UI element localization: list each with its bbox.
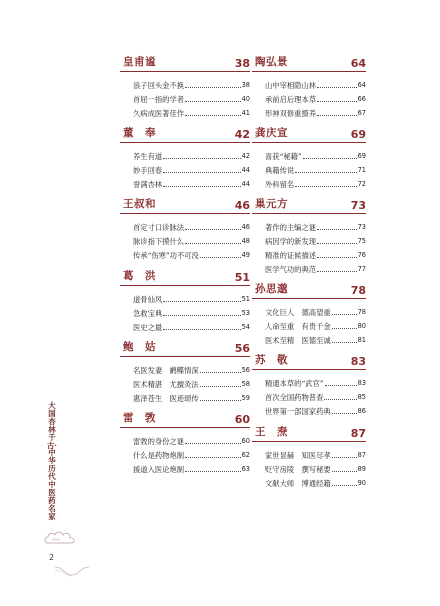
- toc-section: [252, 352, 366, 417]
- entry-page: 66: [357, 95, 366, 103]
- section-items: [133, 433, 250, 475]
- section-header: [120, 410, 250, 428]
- section-header: [252, 54, 366, 72]
- toc-right-column: [252, 54, 366, 489]
- entry-title: 世界第一部国家药典: [265, 407, 331, 416]
- leader-dots: [185, 443, 241, 444]
- leader-dots: [163, 315, 240, 316]
- toc-entry[interactable]: [133, 433, 250, 447]
- toc-entry[interactable]: [265, 461, 366, 475]
- entry-page: 38: [241, 81, 250, 89]
- entry-title: 人命至重 有贵千金: [265, 322, 331, 331]
- entry-title: 传承“伤寒”功不可没: [133, 251, 199, 260]
- leader-dots: [317, 243, 357, 244]
- section-name: 王 焘: [255, 426, 288, 438]
- section-items: [133, 148, 250, 190]
- toc-entry[interactable]: [133, 91, 250, 105]
- leader-dots: [185, 87, 241, 88]
- leader-dots: [185, 457, 241, 458]
- entry-title: 急救宝典: [133, 309, 163, 318]
- entry-page: 58: [241, 380, 250, 388]
- toc-section: [120, 54, 250, 119]
- toc-entry[interactable]: [265, 233, 366, 247]
- section-header: [252, 352, 366, 370]
- entry-page: 63: [241, 465, 250, 473]
- entry-title: 首屈一指的学者: [133, 95, 185, 104]
- toc-entry[interactable]: [265, 475, 366, 489]
- entry-title: 承前启后理本草: [265, 95, 317, 104]
- toc-entry[interactable]: [133, 447, 250, 461]
- section-page: 46: [234, 199, 250, 212]
- toc-entry[interactable]: [133, 233, 250, 247]
- leader-dots: [317, 257, 357, 258]
- section-name: 皇甫谧: [123, 56, 156, 68]
- toc-entry[interactable]: [133, 148, 250, 162]
- toc-entry[interactable]: [133, 77, 250, 91]
- leader-dots: [317, 101, 357, 102]
- section-page: 51: [234, 271, 250, 284]
- section-page: 56: [234, 342, 250, 355]
- entry-title: 首次全国药物普查: [265, 393, 324, 402]
- entry-page: 78: [357, 308, 366, 316]
- leader-dots: [332, 413, 357, 414]
- section-header: [252, 424, 366, 442]
- section-items: [133, 362, 250, 404]
- toc-entry[interactable]: [133, 319, 250, 333]
- section-header: [120, 125, 250, 143]
- section-name: 雷 敩: [123, 412, 156, 424]
- toc-entry[interactable]: [265, 318, 366, 332]
- entry-title: 雷敩的身份之谜: [133, 437, 185, 446]
- leader-dots: [332, 485, 357, 486]
- section-page: 60: [234, 413, 250, 426]
- entry-page: 41: [241, 109, 250, 117]
- toc-entry[interactable]: [133, 176, 250, 190]
- entry-page: 85: [357, 393, 366, 401]
- toc-entry[interactable]: [265, 91, 366, 105]
- section-header: [120, 196, 250, 214]
- leader-dots: [163, 158, 240, 159]
- leader-dots: [303, 158, 357, 159]
- section-name: 董 奉: [123, 127, 156, 139]
- entry-page: 53: [241, 309, 250, 317]
- entry-title: 脉诊指下摸什么: [133, 237, 185, 246]
- spine-title: 大国杏林千古·中华历代中医药名家: [47, 401, 57, 521]
- section-items: [265, 304, 366, 346]
- section-header: [252, 281, 366, 299]
- section-header: [252, 196, 366, 214]
- leader-dots: [295, 186, 356, 187]
- section-header: [120, 54, 250, 72]
- entry-page: 83: [357, 379, 366, 387]
- toc-entry[interactable]: [133, 376, 250, 390]
- page-number: 2: [49, 553, 55, 562]
- section-header: [120, 339, 250, 357]
- section-page: 42: [234, 128, 250, 141]
- entry-title: 首定寸口诊脉法: [133, 223, 185, 232]
- entry-title: 喜获“秘籍”: [265, 152, 302, 161]
- section-header: [120, 268, 250, 286]
- entry-page: 60: [241, 437, 250, 445]
- section-name: 鲍 姑: [123, 341, 156, 353]
- entry-page: 75: [357, 237, 366, 245]
- entry-title: 援道入医论炮制: [133, 465, 185, 474]
- entry-page: 48: [241, 237, 250, 245]
- leader-dots: [332, 457, 357, 458]
- toc-section: [252, 54, 366, 119]
- entry-page: 72: [357, 180, 366, 188]
- cloud-ornament-icon: [43, 527, 83, 549]
- toc-section: [252, 196, 366, 275]
- toc-entry[interactable]: [265, 447, 366, 461]
- entry-page: 86: [357, 407, 366, 415]
- section-items: [265, 375, 366, 417]
- section-items: [265, 77, 366, 119]
- entry-title: 精准的证候描述: [265, 251, 317, 260]
- entry-page: 44: [241, 180, 250, 188]
- entry-page: 46: [241, 223, 250, 231]
- entry-title: 妙手回春: [133, 166, 163, 175]
- section-page: 69: [350, 128, 366, 141]
- section-page: 64: [350, 57, 366, 70]
- section-name: 孙思邈: [255, 283, 288, 295]
- entry-page: 76: [357, 251, 366, 259]
- toc-section: [252, 125, 366, 190]
- section-items: [265, 447, 366, 489]
- entry-title: 外科留名: [265, 180, 295, 189]
- entry-title: 山中宰相隐山林: [265, 81, 317, 90]
- leader-dots: [332, 471, 357, 472]
- leader-dots: [185, 471, 241, 472]
- leader-dots: [317, 229, 357, 230]
- section-name: 葛 洪: [123, 270, 156, 282]
- toc-section: [120, 410, 250, 475]
- entry-page: 49: [241, 251, 250, 259]
- toc-entry[interactable]: [133, 461, 250, 475]
- entry-title: 医学气功的典范: [265, 265, 317, 274]
- toc-entry[interactable]: [265, 247, 366, 261]
- leader-dots: [185, 243, 241, 244]
- entry-page: 51: [241, 295, 250, 303]
- toc-entry[interactable]: [265, 261, 366, 275]
- entry-page: 64: [357, 81, 366, 89]
- entry-page: 67: [357, 109, 366, 117]
- entry-title: 久病成医著佳作: [133, 109, 185, 118]
- leader-dots: [200, 257, 241, 258]
- entry-page: 59: [241, 394, 250, 402]
- entry-title: 家世显赫 知医尽孝: [265, 451, 331, 460]
- entry-title: 文献大师 博通经籍: [265, 479, 331, 488]
- section-page: 87: [350, 427, 366, 440]
- toc-entry[interactable]: [133, 362, 250, 376]
- entry-title: 名医发妻 鹣鲽情深: [133, 366, 199, 375]
- toc-entry[interactable]: [265, 304, 366, 318]
- entry-title: 养生有道: [133, 152, 163, 161]
- entry-title: 典籍传说: [265, 166, 295, 175]
- entry-title: 什么是药物炮制: [133, 451, 185, 460]
- entry-page: 73: [357, 223, 366, 231]
- toc-entry[interactable]: [133, 105, 250, 119]
- section-page: 73: [350, 199, 366, 212]
- section-page: 78: [350, 284, 366, 297]
- entry-title: 贬守房陵 撰写秘要: [265, 465, 331, 474]
- leader-dots: [325, 385, 357, 386]
- entry-title: 浪子回头金不换: [133, 81, 185, 90]
- toc-left-column: [120, 54, 250, 475]
- section-items: [265, 219, 366, 275]
- entry-title: 惠泽苍生 医迹颂传: [133, 394, 199, 403]
- section-items: [133, 77, 250, 119]
- leader-dots: [163, 186, 240, 187]
- section-page: 38: [234, 57, 250, 70]
- entry-title: 医史之最: [133, 323, 163, 332]
- leader-dots: [200, 386, 241, 387]
- toc-entry[interactable]: [133, 219, 250, 233]
- leader-dots: [200, 400, 241, 401]
- section-name: 巢元方: [255, 198, 288, 210]
- section-items: [133, 219, 250, 261]
- toc-section: [120, 125, 250, 190]
- entry-page: 81: [357, 336, 366, 344]
- toc-entry[interactable]: [265, 403, 366, 417]
- entry-page: 89: [357, 465, 366, 473]
- section-page: 83: [350, 355, 366, 368]
- leader-dots: [163, 172, 240, 173]
- entry-page: 90: [357, 479, 366, 487]
- entry-page: 54: [241, 323, 250, 331]
- leader-dots: [185, 101, 241, 102]
- leader-dots: [295, 172, 356, 173]
- entry-page: 80: [357, 322, 366, 330]
- entry-title: 著作的主编之谜: [265, 223, 317, 232]
- toc-entry[interactable]: [265, 375, 366, 389]
- toc-entry[interactable]: [265, 219, 366, 233]
- leader-dots: [317, 87, 357, 88]
- toc-section: [252, 281, 366, 346]
- section-items: [265, 148, 366, 190]
- entry-page: 62: [241, 451, 250, 459]
- section-name: 苏 敬: [255, 354, 288, 366]
- section-name: 龚庆宣: [255, 127, 288, 139]
- toc-entry[interactable]: [265, 332, 366, 346]
- leader-dots: [332, 314, 357, 315]
- section-name: 陶弘景: [255, 56, 288, 68]
- toc-section: [252, 424, 366, 489]
- entry-title: 医术至精 医德至诚: [265, 336, 331, 345]
- toc-entry[interactable]: [133, 305, 250, 319]
- leader-dots: [317, 115, 357, 116]
- section-name: 王叔和: [123, 198, 156, 210]
- entry-page: 71: [357, 166, 366, 174]
- toc-section: [120, 339, 250, 404]
- toc-entry[interactable]: [265, 176, 366, 190]
- entry-page: 40: [241, 95, 250, 103]
- toc-entry[interactable]: [133, 247, 250, 261]
- entry-title: 文化巨人 德高望重: [265, 308, 331, 317]
- leader-dots: [163, 329, 240, 330]
- toc-entry[interactable]: [265, 105, 366, 119]
- section-items: [133, 291, 250, 333]
- toc-entry[interactable]: [133, 390, 250, 404]
- leader-dots: [324, 399, 356, 400]
- toc-section: [120, 268, 250, 333]
- toc-entry[interactable]: [265, 148, 366, 162]
- leader-dots: [332, 328, 357, 329]
- toc-entry[interactable]: [133, 162, 250, 176]
- entry-title: 道骨仙风: [133, 295, 163, 304]
- toc-entry[interactable]: [265, 162, 366, 176]
- leader-dots: [163, 301, 240, 302]
- entry-title: 精通本草的“武官”: [265, 379, 324, 388]
- entry-page: 87: [357, 451, 366, 459]
- entry-title: 病因学的新发现: [265, 237, 317, 246]
- leader-dots: [317, 271, 357, 272]
- entry-page: 42: [241, 152, 250, 160]
- entry-page: 44: [241, 166, 250, 174]
- leader-dots: [332, 342, 357, 343]
- entry-page: 69: [357, 152, 366, 160]
- entry-page: 77: [357, 265, 366, 273]
- toc-section: [120, 196, 250, 261]
- entry-title: 医术精湛 尤擅灸法: [133, 380, 199, 389]
- entry-title: 誉满杏林: [133, 180, 163, 189]
- toc-entry[interactable]: [265, 389, 366, 403]
- toc-entry[interactable]: [133, 291, 250, 305]
- leader-dots: [185, 229, 241, 230]
- entry-page: 56: [241, 366, 250, 374]
- ribbon-ornament-icon: [55, 565, 89, 577]
- leader-dots: [185, 115, 241, 116]
- section-header: [252, 125, 366, 143]
- toc-entry[interactable]: [265, 77, 366, 91]
- leader-dots: [200, 372, 241, 373]
- entry-title: 形神双修重摄养: [265, 109, 317, 118]
